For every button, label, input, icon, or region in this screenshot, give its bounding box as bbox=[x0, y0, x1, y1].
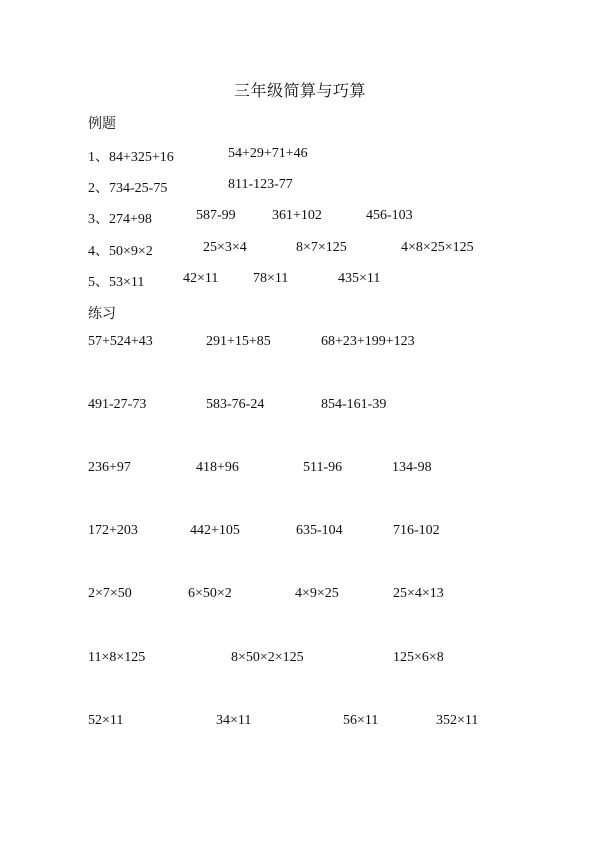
problem: 2×7×50 bbox=[88, 586, 132, 601]
problem: 54+29+71+46 bbox=[228, 146, 308, 161]
problem: 236+97 bbox=[88, 460, 131, 475]
problem: 1、84+325+16 bbox=[88, 150, 174, 165]
practice-row-7 bbox=[0, 713, 600, 733]
problem: 8×50×2×125 bbox=[231, 650, 304, 665]
problem: 3、274+98 bbox=[88, 212, 152, 227]
problem: 125×6×8 bbox=[393, 650, 444, 665]
problem: 361+102 bbox=[272, 208, 322, 223]
problem: 442+105 bbox=[190, 523, 240, 538]
problem: 635-104 bbox=[296, 523, 343, 538]
problem: 25×3×4 bbox=[203, 240, 247, 255]
problem: 42×11 bbox=[183, 271, 219, 286]
problem: 511-96 bbox=[303, 460, 343, 475]
problem: 291+15+85 bbox=[206, 334, 271, 349]
problem: 4、50×9×2 bbox=[88, 244, 153, 259]
practice-row-4 bbox=[0, 523, 600, 543]
problem: 78×11 bbox=[253, 271, 289, 286]
problem: 34×11 bbox=[216, 713, 252, 728]
problem: 2、734-25-75 bbox=[88, 181, 168, 196]
problem: 172+203 bbox=[88, 523, 138, 538]
problem: 134-98 bbox=[392, 460, 432, 475]
example-row-5 bbox=[0, 271, 600, 291]
practice-heading: 练习 bbox=[88, 307, 116, 322]
example-row-4 bbox=[0, 240, 600, 260]
problem: 418+96 bbox=[196, 460, 239, 475]
problem: 6×50×2 bbox=[188, 586, 232, 601]
problem: 4×8×25×125 bbox=[401, 240, 474, 255]
problem: 854-161-39 bbox=[321, 397, 387, 412]
example-row-2 bbox=[0, 177, 600, 197]
problem: 68+23+199+123 bbox=[321, 334, 415, 349]
problem: 352×11 bbox=[436, 713, 479, 728]
problem: 11×8×125 bbox=[88, 650, 146, 665]
problem: 811-123-77 bbox=[228, 177, 293, 192]
problem: 56×11 bbox=[343, 713, 379, 728]
practice-row-5 bbox=[0, 586, 600, 606]
example-row-3 bbox=[0, 208, 600, 228]
example-row-1 bbox=[0, 146, 600, 166]
problem: 435×11 bbox=[338, 271, 381, 286]
practice-row-2 bbox=[0, 397, 600, 417]
problem: 25×4×13 bbox=[393, 586, 444, 601]
problem: 587-99 bbox=[196, 208, 236, 223]
practice-row-3 bbox=[0, 460, 600, 480]
page-title: 三年级简算与巧算 bbox=[233, 83, 366, 100]
practice-row-6 bbox=[0, 650, 600, 670]
problem: 57+524+43 bbox=[88, 334, 153, 349]
problem: 583-76-24 bbox=[206, 397, 265, 412]
problem: 456-103 bbox=[366, 208, 413, 223]
problem: 716-102 bbox=[393, 523, 440, 538]
problem: 52×11 bbox=[88, 713, 124, 728]
practice-row-1 bbox=[0, 334, 600, 354]
problem: 4×9×25 bbox=[295, 586, 339, 601]
examples-heading: 例题 bbox=[88, 117, 116, 132]
problem: 8×7×125 bbox=[296, 240, 347, 255]
problem: 5、53×11 bbox=[88, 275, 145, 290]
problem: 491-27-73 bbox=[88, 397, 147, 412]
